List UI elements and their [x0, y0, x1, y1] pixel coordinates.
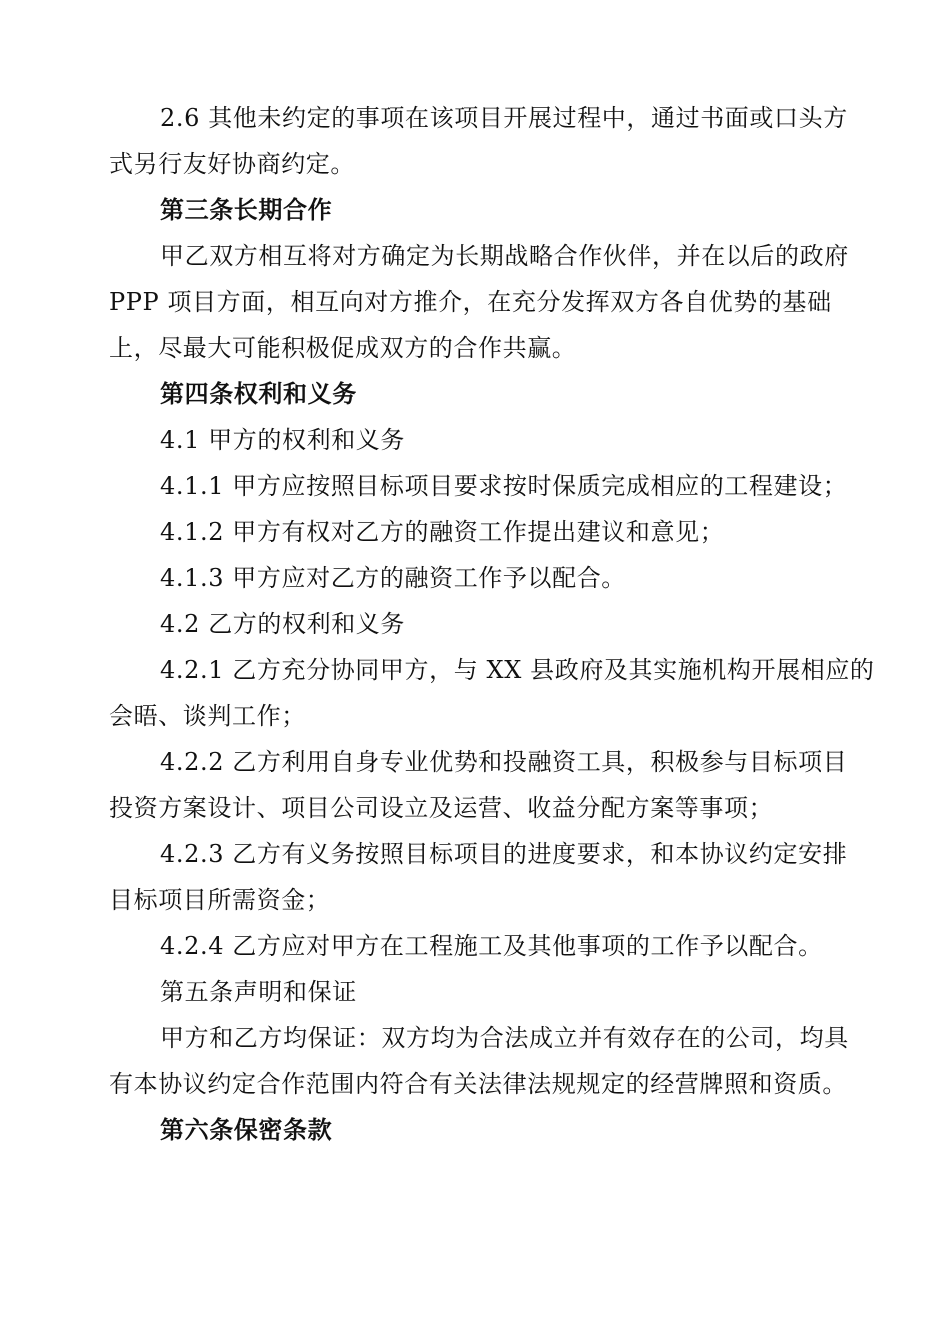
heading-article-3: 第三条长期合作: [160, 195, 333, 224]
paragraph-2-6-line-2: 式另行友好协商约定。: [109, 150, 355, 178]
paragraph-2-6-line-1: 2.6 其他未约定的事项在该项目开展过程中，通过书面或口头方: [160, 104, 848, 132]
paragraph-article-3-line-3: 上，尽最大可能积极促成双方的合作共赢。: [109, 334, 577, 362]
clause-4-2-1-line-2: 会晤、谈判工作；: [109, 702, 306, 730]
clause-4-2-3-line-1: 4.2.3 乙方有义务按照目标项目的进度要求，和本协议约定安排: [160, 840, 848, 868]
clause-4-2-2-line-2: 投资方案设计、项目公司设立及运营、收益分配方案等事项；: [109, 794, 774, 822]
heading-article-6: 第六条保密条款: [160, 1115, 333, 1144]
paragraph-article-5-line-2: 有本协议约定合作范围内符合有关法律法规规定的经营牌照和资质。: [109, 1070, 847, 1098]
clause-4-2-2-line-1: 4.2.2 乙方利用自身专业优势和投融资工具，积极参与目标项目: [160, 748, 848, 776]
section-4-1-title: 4.1 甲方的权利和义务: [160, 426, 405, 454]
paragraph-article-3-line-1: 甲乙双方相互将对方确定为长期战略合作伙伴，并在以后的政府: [160, 242, 849, 270]
paragraph-article-3-line-2: PPP 项目方面，相互向对方推介，在充分发挥双方各自优势的基础: [109, 288, 832, 316]
paragraph-article-5-line-1: 甲方和乙方均保证：双方均为合法成立并有效存在的公司，均具: [160, 1024, 849, 1052]
clause-4-1-1: 4.1.1 甲方应按照目标项目要求按时保质完成相应的工程建设；: [160, 472, 848, 500]
clause-4-1-3: 4.1.3 甲方应对乙方的融资工作予以配合。: [160, 564, 626, 592]
clause-4-2-1-line-1: 4.2.1 乙方充分协同甲方，与 XX 县政府及其实施机构开展相应的: [160, 656, 875, 684]
heading-article-4: 第四条权利和义务: [160, 379, 357, 408]
section-4-2-title: 4.2 乙方的权利和义务: [160, 610, 405, 638]
clause-4-1-2: 4.1.2 甲方有权对乙方的融资工作提出建议和意见；: [160, 518, 725, 546]
clause-4-2-4: 4.2.4 乙方应对甲方在工程施工及其他事项的工作予以配合。: [160, 932, 823, 960]
clause-4-2-3-line-2: 目标项目所需资金；: [109, 886, 331, 914]
heading-article-5: 第五条声明和保证: [160, 978, 357, 1006]
